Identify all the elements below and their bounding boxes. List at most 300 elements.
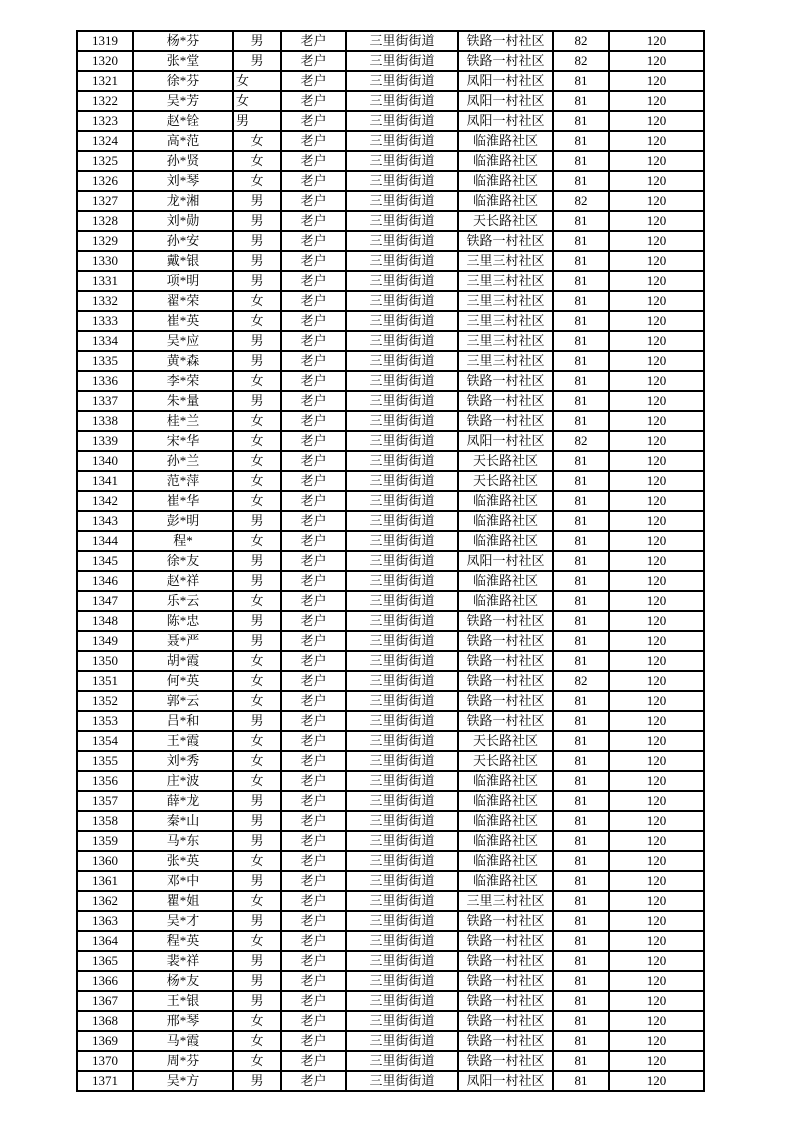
cell-age: 81 [553, 1011, 609, 1031]
table-row [77, 451, 704, 471]
table-row [77, 251, 704, 271]
cell-community: 临淮路社区 [458, 171, 553, 191]
table-row [77, 871, 704, 891]
cell-amount: 120 [609, 131, 704, 151]
cell-street: 三里街街道 [346, 451, 458, 471]
cell-name: 邢*琴 [133, 1011, 233, 1031]
table-row [77, 351, 704, 371]
cell-street: 三里街街道 [346, 431, 458, 451]
cell-amount: 120 [609, 111, 704, 131]
cell-household_type: 老户 [281, 671, 346, 691]
cell-name: 项*明 [133, 271, 233, 291]
cell-street: 三里街街道 [346, 191, 458, 211]
cell-household_type: 老户 [281, 111, 346, 131]
table-row [77, 91, 704, 111]
cell-gender: 女 [233, 671, 281, 691]
cell-household_type: 老户 [281, 651, 346, 671]
cell-amount: 120 [609, 491, 704, 511]
cell-gender: 男 [233, 831, 281, 851]
cell-name: 孙*安 [133, 231, 233, 251]
cell-community: 临淮路社区 [458, 491, 553, 511]
cell-name: 王*银 [133, 991, 233, 1011]
cell-amount: 120 [609, 1031, 704, 1051]
cell-gender: 男 [233, 51, 281, 71]
cell-community: 铁路一村社区 [458, 691, 553, 711]
cell-age: 81 [553, 371, 609, 391]
cell-street: 三里街街道 [346, 1051, 458, 1071]
cell-community: 凤阳一村社区 [458, 1071, 553, 1091]
cell-amount: 120 [609, 211, 704, 231]
cell-seq: 1370 [77, 1051, 133, 1071]
cell-age: 81 [553, 331, 609, 351]
cell-household_type: 老户 [281, 1031, 346, 1051]
cell-name: 杨*芬 [133, 31, 233, 51]
cell-amount: 120 [609, 291, 704, 311]
cell-age: 81 [553, 231, 609, 251]
cell-amount: 120 [609, 391, 704, 411]
cell-gender: 女 [233, 91, 281, 111]
cell-street: 三里街街道 [346, 371, 458, 391]
cell-street: 三里街街道 [346, 971, 458, 991]
cell-street: 三里街街道 [346, 51, 458, 71]
cell-amount: 120 [609, 671, 704, 691]
table-row [77, 231, 704, 251]
cell-gender: 男 [233, 911, 281, 931]
cell-community: 铁路一村社区 [458, 711, 553, 731]
cell-street: 三里街街道 [346, 511, 458, 531]
cell-name: 胡*霞 [133, 651, 233, 671]
cell-age: 81 [553, 731, 609, 751]
cell-name: 程* [133, 531, 233, 551]
cell-name: 吴*应 [133, 331, 233, 351]
table-row [77, 411, 704, 431]
cell-household_type: 老户 [281, 411, 346, 431]
table-body [77, 31, 704, 1091]
cell-gender: 女 [233, 651, 281, 671]
cell-age: 82 [553, 431, 609, 451]
cell-street: 三里街街道 [346, 1071, 458, 1091]
cell-street: 三里街街道 [346, 71, 458, 91]
cell-community: 铁路一村社区 [458, 631, 553, 651]
cell-seq: 1366 [77, 971, 133, 991]
cell-gender: 女 [233, 291, 281, 311]
cell-age: 81 [553, 391, 609, 411]
cell-seq: 1354 [77, 731, 133, 751]
cell-seq: 1341 [77, 471, 133, 491]
cell-seq: 1325 [77, 151, 133, 171]
cell-street: 三里街街道 [346, 611, 458, 631]
cell-seq: 1353 [77, 711, 133, 731]
cell-household_type: 老户 [281, 631, 346, 651]
cell-name: 庄*波 [133, 771, 233, 791]
cell-seq: 1361 [77, 871, 133, 891]
cell-gender: 女 [233, 1051, 281, 1071]
cell-gender: 男 [233, 951, 281, 971]
table-row [77, 811, 704, 831]
cell-seq: 1356 [77, 771, 133, 791]
cell-community: 临淮路社区 [458, 791, 553, 811]
cell-seq: 1348 [77, 611, 133, 631]
cell-community: 凤阳一村社区 [458, 91, 553, 111]
cell-street: 三里街街道 [346, 31, 458, 51]
cell-community: 铁路一村社区 [458, 411, 553, 431]
cell-amount: 120 [609, 371, 704, 391]
table-row [77, 391, 704, 411]
cell-gender: 女 [233, 931, 281, 951]
cell-household_type: 老户 [281, 91, 346, 111]
table-row [77, 711, 704, 731]
cell-age: 81 [553, 491, 609, 511]
cell-amount: 120 [609, 711, 704, 731]
cell-age: 81 [553, 291, 609, 311]
cell-gender: 女 [233, 371, 281, 391]
cell-seq: 1349 [77, 631, 133, 651]
cell-household_type: 老户 [281, 931, 346, 951]
cell-age: 81 [553, 571, 609, 591]
cell-age: 81 [553, 711, 609, 731]
cell-amount: 120 [609, 931, 704, 951]
cell-household_type: 老户 [281, 131, 346, 151]
cell-household_type: 老户 [281, 211, 346, 231]
cell-amount: 120 [609, 511, 704, 531]
cell-seq: 1368 [77, 1011, 133, 1031]
table-row [77, 771, 704, 791]
cell-age: 81 [553, 1051, 609, 1071]
cell-age: 81 [553, 1031, 609, 1051]
cell-gender: 男 [233, 551, 281, 571]
cell-amount: 120 [609, 651, 704, 671]
cell-age: 81 [553, 211, 609, 231]
cell-community: 铁路一村社区 [458, 371, 553, 391]
cell-age: 81 [553, 651, 609, 671]
cell-seq: 1363 [77, 911, 133, 931]
cell-gender: 女 [233, 891, 281, 911]
cell-street: 三里街街道 [346, 151, 458, 171]
cell-household_type: 老户 [281, 71, 346, 91]
cell-amount: 120 [609, 471, 704, 491]
cell-name: 黄*森 [133, 351, 233, 371]
table-row [77, 151, 704, 171]
cell-age: 81 [553, 691, 609, 711]
cell-community: 铁路一村社区 [458, 231, 553, 251]
cell-age: 81 [553, 911, 609, 931]
cell-age: 81 [553, 631, 609, 651]
cell-seq: 1334 [77, 331, 133, 351]
cell-seq: 1335 [77, 351, 133, 371]
cell-household_type: 老户 [281, 151, 346, 171]
cell-gender: 男 [233, 31, 281, 51]
cell-household_type: 老户 [281, 571, 346, 591]
cell-seq: 1358 [77, 811, 133, 831]
table-row [77, 1031, 704, 1051]
table-row [77, 791, 704, 811]
cell-amount: 120 [609, 411, 704, 431]
cell-gender: 女 [233, 411, 281, 431]
cell-street: 三里街街道 [346, 871, 458, 891]
table-row [77, 1051, 704, 1071]
table-row [77, 1011, 704, 1031]
table-row [77, 851, 704, 871]
cell-age: 81 [553, 991, 609, 1011]
cell-age: 82 [553, 51, 609, 71]
cell-age: 81 [553, 511, 609, 531]
cell-name: 吕*和 [133, 711, 233, 731]
cell-name: 裴*祥 [133, 951, 233, 971]
cell-household_type: 老户 [281, 871, 346, 891]
cell-street: 三里街街道 [346, 531, 458, 551]
cell-street: 三里街街道 [346, 571, 458, 591]
cell-name: 王*霞 [133, 731, 233, 751]
cell-household_type: 老户 [281, 331, 346, 351]
cell-household_type: 老户 [281, 811, 346, 831]
cell-amount: 120 [609, 251, 704, 271]
cell-street: 三里街街道 [346, 471, 458, 491]
cell-amount: 120 [609, 171, 704, 191]
cell-community: 铁路一村社区 [458, 671, 553, 691]
cell-name: 张*堂 [133, 51, 233, 71]
cell-street: 三里街街道 [346, 791, 458, 811]
cell-age: 81 [553, 811, 609, 831]
cell-seq: 1323 [77, 111, 133, 131]
cell-name: 徐*芬 [133, 71, 233, 91]
cell-amount: 120 [609, 71, 704, 91]
cell-street: 三里街街道 [346, 951, 458, 971]
cell-street: 三里街街道 [346, 811, 458, 831]
table-row [77, 891, 704, 911]
cell-name: 孙*贤 [133, 151, 233, 171]
cell-household_type: 老户 [281, 911, 346, 931]
table-row [77, 631, 704, 651]
cell-amount: 120 [609, 891, 704, 911]
cell-amount: 120 [609, 91, 704, 111]
cell-amount: 120 [609, 791, 704, 811]
cell-amount: 120 [609, 871, 704, 891]
table-row [77, 831, 704, 851]
cell-age: 81 [553, 1071, 609, 1091]
cell-age: 81 [553, 951, 609, 971]
cell-community: 天长路社区 [458, 211, 553, 231]
cell-seq: 1359 [77, 831, 133, 851]
cell-age: 81 [553, 111, 609, 131]
cell-community: 铁路一村社区 [458, 1031, 553, 1051]
table-row [77, 511, 704, 531]
table-row [77, 1071, 704, 1091]
cell-gender: 女 [233, 591, 281, 611]
cell-community: 三里三村社区 [458, 251, 553, 271]
cell-seq: 1337 [77, 391, 133, 411]
cell-street: 三里街街道 [346, 1011, 458, 1031]
cell-seq: 1371 [77, 1071, 133, 1091]
cell-street: 三里街街道 [346, 751, 458, 771]
cell-seq: 1332 [77, 291, 133, 311]
cell-household_type: 老户 [281, 831, 346, 851]
cell-gender: 男 [233, 791, 281, 811]
cell-age: 81 [553, 471, 609, 491]
cell-seq: 1357 [77, 791, 133, 811]
cell-age: 81 [553, 131, 609, 151]
cell-age: 81 [553, 311, 609, 331]
cell-age: 81 [553, 451, 609, 471]
cell-street: 三里街街道 [346, 231, 458, 251]
table-row [77, 471, 704, 491]
cell-amount: 120 [609, 831, 704, 851]
cell-street: 三里街街道 [346, 291, 458, 311]
cell-age: 82 [553, 31, 609, 51]
cell-name: 桂*兰 [133, 411, 233, 431]
table-row [77, 991, 704, 1011]
cell-age: 81 [553, 411, 609, 431]
table-row [77, 691, 704, 711]
cell-age: 81 [553, 271, 609, 291]
cell-gender: 女 [233, 731, 281, 751]
cell-community: 天长路社区 [458, 751, 553, 771]
cell-name: 聂*严 [133, 631, 233, 651]
cell-gender: 女 [233, 491, 281, 511]
cell-community: 临淮路社区 [458, 151, 553, 171]
cell-community: 临淮路社区 [458, 571, 553, 591]
cell-seq: 1326 [77, 171, 133, 191]
cell-street: 三里街街道 [346, 831, 458, 851]
cell-name: 戴*银 [133, 251, 233, 271]
cell-community: 凤阳一村社区 [458, 551, 553, 571]
cell-household_type: 老户 [281, 431, 346, 451]
cell-seq: 1320 [77, 51, 133, 71]
cell-amount: 120 [609, 771, 704, 791]
table-row [77, 431, 704, 451]
cell-household_type: 老户 [281, 291, 346, 311]
cell-seq: 1330 [77, 251, 133, 271]
table-row [77, 951, 704, 971]
cell-street: 三里街街道 [346, 711, 458, 731]
cell-household_type: 老户 [281, 451, 346, 471]
cell-community: 铁路一村社区 [458, 1011, 553, 1031]
cell-street: 三里街街道 [346, 331, 458, 351]
cell-gender: 女 [233, 1011, 281, 1031]
cell-amount: 120 [609, 1011, 704, 1031]
cell-household_type: 老户 [281, 591, 346, 611]
cell-seq: 1322 [77, 91, 133, 111]
cell-street: 三里街街道 [346, 271, 458, 291]
cell-gender: 男 [233, 391, 281, 411]
cell-name: 乐*云 [133, 591, 233, 611]
cell-seq: 1339 [77, 431, 133, 451]
cell-street: 三里街街道 [346, 851, 458, 871]
cell-street: 三里街街道 [346, 911, 458, 931]
cell-seq: 1369 [77, 1031, 133, 1051]
cell-household_type: 老户 [281, 971, 346, 991]
cell-seq: 1360 [77, 851, 133, 871]
cell-name: 范*萍 [133, 471, 233, 491]
cell-community: 三里三村社区 [458, 331, 553, 351]
cell-gender: 女 [233, 751, 281, 771]
cell-street: 三里街街道 [346, 311, 458, 331]
cell-seq: 1319 [77, 31, 133, 51]
cell-gender: 女 [233, 771, 281, 791]
table-row [77, 671, 704, 691]
cell-amount: 120 [609, 591, 704, 611]
cell-amount: 120 [609, 911, 704, 931]
cell-seq: 1321 [77, 71, 133, 91]
cell-age: 81 [553, 831, 609, 851]
cell-household_type: 老户 [281, 1011, 346, 1031]
cell-community: 铁路一村社区 [458, 1051, 553, 1071]
table-row [77, 31, 704, 51]
cell-name: 何*英 [133, 671, 233, 691]
cell-street: 三里街街道 [346, 131, 458, 151]
cell-community: 临淮路社区 [458, 831, 553, 851]
table-row [77, 591, 704, 611]
cell-community: 铁路一村社区 [458, 951, 553, 971]
cell-age: 81 [553, 71, 609, 91]
cell-amount: 120 [609, 531, 704, 551]
cell-gender: 男 [233, 811, 281, 831]
cell-gender: 男 [233, 711, 281, 731]
cell-gender: 男 [233, 331, 281, 351]
cell-household_type: 老户 [281, 271, 346, 291]
cell-name: 刘*秀 [133, 751, 233, 771]
cell-name: 孙*兰 [133, 451, 233, 471]
cell-household_type: 老户 [281, 771, 346, 791]
cell-seq: 1343 [77, 511, 133, 531]
cell-household_type: 老户 [281, 491, 346, 511]
cell-amount: 120 [609, 751, 704, 771]
cell-household_type: 老户 [281, 1071, 346, 1091]
table-row [77, 371, 704, 391]
cell-household_type: 老户 [281, 691, 346, 711]
cell-amount: 120 [609, 631, 704, 651]
cell-seq: 1362 [77, 891, 133, 911]
cell-name: 翟*荣 [133, 291, 233, 311]
cell-name: 赵*祥 [133, 571, 233, 591]
cell-community: 临淮路社区 [458, 871, 553, 891]
cell-amount: 120 [609, 51, 704, 71]
cell-gender: 女 [233, 471, 281, 491]
cell-seq: 1347 [77, 591, 133, 611]
cell-age: 81 [553, 791, 609, 811]
cell-amount: 120 [609, 951, 704, 971]
cell-seq: 1351 [77, 671, 133, 691]
cell-community: 铁路一村社区 [458, 931, 553, 951]
cell-community: 铁路一村社区 [458, 611, 553, 631]
cell-age: 81 [553, 891, 609, 911]
cell-amount: 120 [609, 191, 704, 211]
cell-name: 马*东 [133, 831, 233, 851]
table-row [77, 551, 704, 571]
table-row [77, 71, 704, 91]
cell-seq: 1327 [77, 191, 133, 211]
cell-street: 三里街街道 [346, 691, 458, 711]
cell-street: 三里街街道 [346, 411, 458, 431]
cell-name: 高*范 [133, 131, 233, 151]
cell-gender: 男 [233, 511, 281, 531]
cell-street: 三里街街道 [346, 171, 458, 191]
cell-gender: 男 [233, 971, 281, 991]
cell-name: 郭*云 [133, 691, 233, 711]
cell-name: 徐*友 [133, 551, 233, 571]
cell-community: 临淮路社区 [458, 511, 553, 531]
cell-gender: 女 [233, 311, 281, 331]
cell-gender: 女 [233, 71, 281, 91]
cell-seq: 1338 [77, 411, 133, 431]
cell-name: 李*荣 [133, 371, 233, 391]
cell-name: 杨*友 [133, 971, 233, 991]
cell-age: 82 [553, 671, 609, 691]
cell-household_type: 老户 [281, 171, 346, 191]
cell-amount: 120 [609, 811, 704, 831]
cell-household_type: 老户 [281, 371, 346, 391]
cell-name: 马*霞 [133, 1031, 233, 1051]
cell-community: 铁路一村社区 [458, 391, 553, 411]
